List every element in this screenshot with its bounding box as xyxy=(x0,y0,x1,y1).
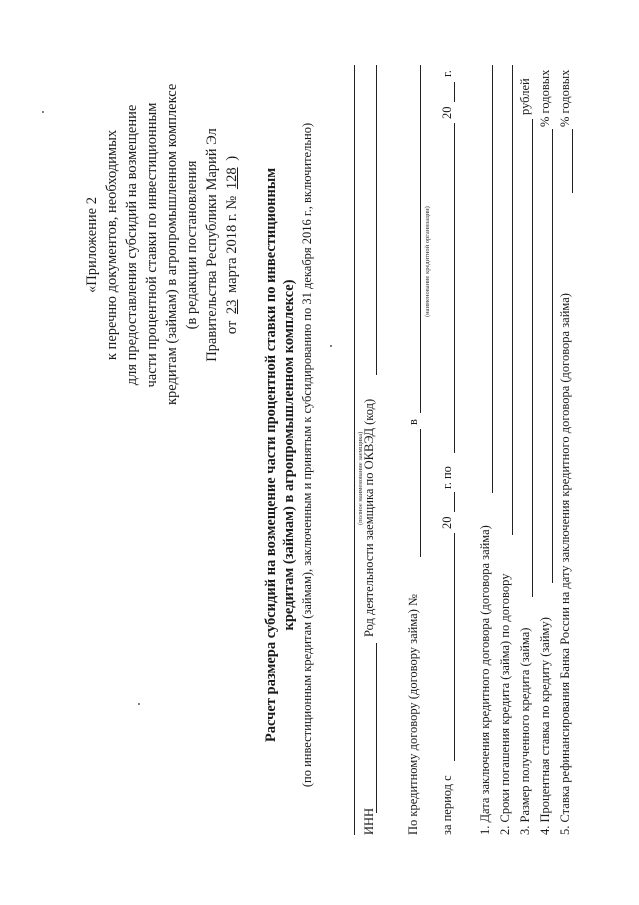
appendix-date-line xyxy=(222,85,242,405)
loan-in-label: в xyxy=(406,419,420,425)
item-1-label: 1. Дата заключения кредитного договора (договора займа) xyxy=(478,525,492,835)
scan-speck xyxy=(138,703,140,705)
period-to-label: г. по xyxy=(440,466,454,489)
okved-line xyxy=(376,65,377,375)
item-1-line xyxy=(492,65,493,493)
date-month-year: марта 2018 г. № xyxy=(224,195,240,293)
scan-speck xyxy=(330,345,332,347)
title-line-2: кредитам (займам) в агропромышленном комплексе) xyxy=(281,279,297,631)
date-day: 23 xyxy=(224,299,240,315)
item-4-label: 4. Процентная ставка по кредиту (займу) xyxy=(538,617,552,835)
bank-caption: (наименование кредитной организации) xyxy=(424,206,431,317)
bank-name-line xyxy=(420,65,421,413)
appendix-line: к перечню документов, необходимых xyxy=(104,129,120,361)
period-end-year-line xyxy=(454,82,455,102)
closing-paren: ) xyxy=(224,155,240,161)
item-5-unit: % годовых xyxy=(558,69,572,127)
inn-label: ИНН xyxy=(362,807,376,835)
document-number: 128 xyxy=(224,167,240,190)
period-end-line xyxy=(454,123,455,453)
period-start-year-line xyxy=(454,492,455,512)
okved-label: Род деятельности заемщика по ОКВЭД (код) xyxy=(362,398,376,637)
item-5-line xyxy=(572,129,573,193)
period-label: за период с xyxy=(440,775,454,835)
period-end-suffix: г. xyxy=(440,70,454,77)
borrower-name-line xyxy=(354,65,355,835)
appendix-line: для предоставления субсидий на возмещение xyxy=(124,104,140,386)
appendix-line: Правительства Республики Марий Эл xyxy=(204,128,220,362)
borrower-caption: (полное наименование заемщика) xyxy=(357,431,364,525)
item-4-line xyxy=(552,129,553,583)
item-2-line xyxy=(512,65,513,535)
title-line-1: Расчет размера субсидий на возмещение части процентной ставки по инвестиционным xyxy=(263,167,279,743)
appendix-line: «Приложение 2 xyxy=(84,197,100,293)
loan-agreement-label: По кредитному договору (договору займа) № xyxy=(406,594,420,835)
item-3-unit: рублей xyxy=(518,78,532,115)
appendix-line: части процентной ставки по инвестиционным xyxy=(144,102,160,388)
item-3-line xyxy=(532,119,533,597)
appendix-header xyxy=(82,85,242,405)
period-end-year: 20 xyxy=(440,106,454,119)
item-3-label: 3. Размер полученного кредита (займа) xyxy=(518,627,532,835)
inn-line xyxy=(376,643,377,813)
item-2-label: 2. Сроки погашения кредита (займа) по договору xyxy=(498,573,512,835)
item-5-label: 5. Ставка рефинансирования Банка России на дату заключения кредитного договора (договора займа) xyxy=(558,293,572,835)
appendix-line: кредитам (займам) в агропромышленном комплексе xyxy=(164,83,180,405)
period-start-line xyxy=(454,533,455,761)
scan-speck xyxy=(42,111,44,113)
date-prefix: от xyxy=(224,320,240,335)
item-4-unit: % годовых xyxy=(538,69,552,127)
appendix-line: (в редакции постановления xyxy=(184,160,200,330)
document-title xyxy=(262,95,298,815)
document-subtitle: (по инвестиционным кредитам (займам), заключенным и принятым к субсидированию по 31 декабря 2016 г., включительно) xyxy=(300,122,314,788)
period-start-year: 20 xyxy=(440,516,454,529)
loan-number-line xyxy=(420,429,421,557)
